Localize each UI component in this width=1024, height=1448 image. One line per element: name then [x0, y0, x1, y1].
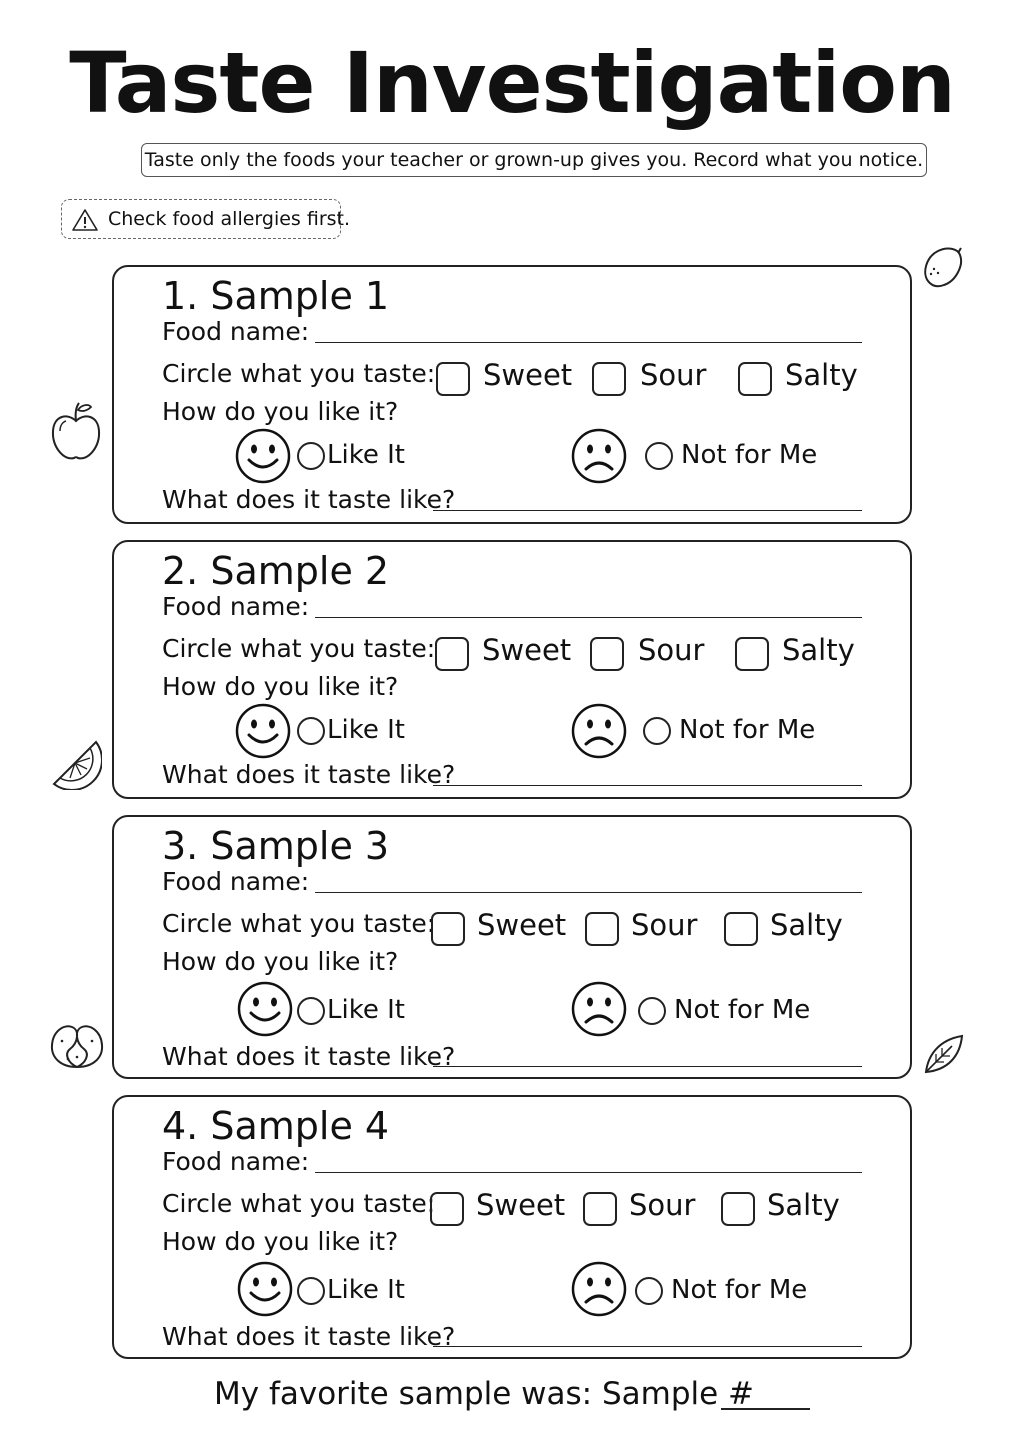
not-for-me-radio[interactable]	[635, 1277, 663, 1305]
allergy-note	[61, 199, 351, 239]
sweet-checkbox[interactable]	[435, 637, 469, 671]
sample-card-1	[112, 265, 912, 524]
how-like-label: How do you like it?	[162, 1227, 399, 1256]
allergy-note-text: Check food allergies first.	[108, 208, 351, 230]
salty-label: Salty	[767, 1188, 840, 1222]
how-like-label: How do you like it?	[162, 947, 399, 976]
apple-icon	[48, 401, 104, 469]
food-name-label: Food name:	[162, 317, 310, 346]
smiley-face-icon	[236, 1260, 294, 1322]
not-for-me-label: Not for Me	[681, 440, 818, 470]
like-label: Like It	[327, 1275, 405, 1305]
sour-checkbox[interactable]	[585, 912, 619, 946]
sweet-label: Sweet	[482, 633, 572, 667]
warning-triangle-icon	[71, 207, 99, 245]
sample-card-3	[112, 815, 912, 1079]
food-name-label: Food name:	[162, 867, 310, 896]
circle-taste-label: Circle what you taste:	[162, 909, 436, 938]
sour-label: Sour	[640, 358, 707, 392]
taste-like-label: What does it taste like?	[162, 760, 456, 789]
sour-label: Sour	[629, 1188, 696, 1222]
taste-like-label: What does it taste like?	[162, 1042, 456, 1071]
sour-label: Sour	[638, 633, 705, 667]
salty-checkbox[interactable]	[735, 637, 769, 671]
not-for-me-label: Not for Me	[671, 1275, 808, 1305]
food-name-label: Food name:	[162, 1147, 310, 1176]
sample-card-4	[112, 1095, 912, 1359]
leaf-icon	[922, 1032, 966, 1080]
not-for-me-label: Not for Me	[674, 995, 811, 1025]
like-radio[interactable]	[297, 1277, 325, 1305]
instructions-box: Taste only the foods your teacher or grown-up gives you. Record what you notice.	[141, 143, 927, 177]
sour-label: Sour	[631, 908, 698, 942]
sour-checkbox[interactable]	[592, 362, 626, 396]
favorite-sample-prompt: My favorite sample was: Sample #	[214, 1376, 755, 1412]
smiley-face-icon	[236, 980, 294, 1042]
like-radio[interactable]	[297, 997, 325, 1025]
sample-card-2	[112, 540, 912, 799]
sweet-label: Sweet	[477, 908, 567, 942]
food-name-field[interactable]	[315, 1172, 862, 1173]
like-label: Like It	[327, 995, 405, 1025]
frowning-face-icon	[570, 427, 628, 489]
salty-checkbox[interactable]	[724, 912, 758, 946]
like-label: Like It	[327, 440, 405, 470]
circle-taste-label: Circle what you taste:	[162, 359, 436, 388]
taste-like-field[interactable]	[433, 1066, 862, 1067]
smiley-face-icon	[234, 702, 292, 764]
frowning-face-icon	[570, 980, 628, 1042]
lemon-icon	[920, 243, 964, 295]
sample-title: 1. Sample 1	[162, 274, 390, 318]
sweet-checkbox[interactable]	[430, 1192, 464, 1226]
like-radio[interactable]	[297, 442, 325, 470]
sample-title: 3. Sample 3	[162, 824, 390, 868]
not-for-me-radio[interactable]	[638, 997, 666, 1025]
sour-checkbox[interactable]	[583, 1192, 617, 1226]
food-name-field[interactable]	[315, 617, 862, 618]
salty-checkbox[interactable]	[721, 1192, 755, 1226]
taste-like-field[interactable]	[433, 1346, 862, 1347]
salty-label: Salty	[782, 633, 855, 667]
taste-like-label: What does it taste like?	[162, 485, 456, 514]
circle-taste-label: Circle what you taste:	[162, 1189, 436, 1218]
how-like-label: How do you like it?	[162, 397, 399, 426]
sample-title: 4. Sample 4	[162, 1104, 390, 1148]
like-label: Like It	[327, 715, 405, 745]
not-for-me-label: Not for Me	[679, 715, 816, 745]
sweet-checkbox[interactable]	[431, 912, 465, 946]
sweet-label: Sweet	[476, 1188, 566, 1222]
sweet-label: Sweet	[483, 358, 573, 392]
food-name-field[interactable]	[315, 892, 862, 893]
food-name-label: Food name:	[162, 592, 310, 621]
how-like-label: How do you like it?	[162, 672, 399, 701]
pretzel-icon	[48, 1019, 106, 1077]
not-for-me-radio[interactable]	[643, 717, 671, 745]
taste-like-field[interactable]	[433, 510, 862, 511]
sample-title: 2. Sample 2	[162, 549, 390, 593]
taste-like-field[interactable]	[433, 785, 862, 786]
salty-label: Salty	[770, 908, 843, 942]
not-for-me-radio[interactable]	[645, 442, 673, 470]
food-name-field[interactable]	[315, 342, 862, 343]
sweet-checkbox[interactable]	[436, 362, 470, 396]
salty-label: Salty	[785, 358, 858, 392]
circle-taste-label: Circle what you taste:	[162, 634, 436, 663]
lemon-slice-icon	[50, 738, 102, 794]
salty-checkbox[interactable]	[738, 362, 772, 396]
taste-like-label: What does it taste like?	[162, 1322, 456, 1351]
smiley-face-icon	[234, 427, 292, 489]
page-title: Taste Investigation	[69, 34, 955, 132]
sour-checkbox[interactable]	[590, 637, 624, 671]
like-radio[interactable]	[297, 717, 325, 745]
frowning-face-icon	[570, 1260, 628, 1322]
frowning-face-icon	[570, 702, 628, 764]
favorite-sample-field[interactable]	[721, 1408, 810, 1410]
